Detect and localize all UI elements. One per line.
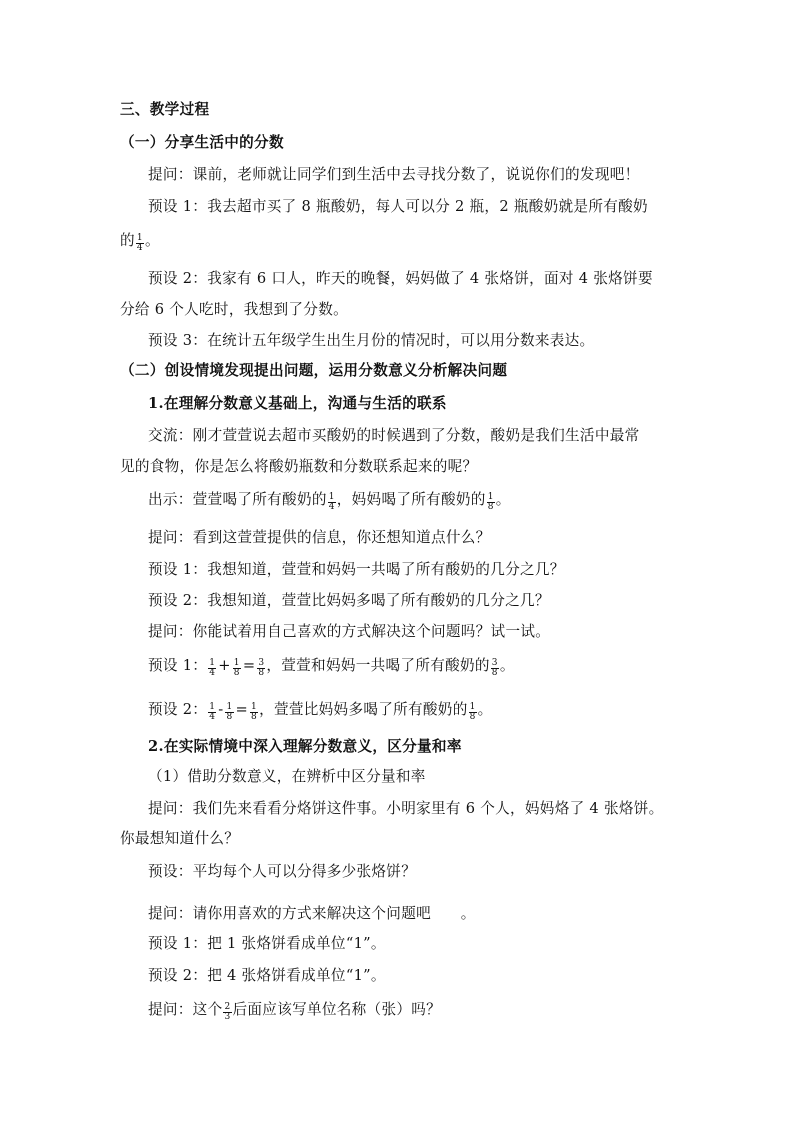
fraction [208,703,216,722]
paragraph: 预设 2：我家有 6 口人，昨天的晚餐，妈妈做了 4 张烙饼，面对 4 张烙饼要 [148,270,653,287]
fraction-denominator: 8 [233,667,240,678]
fraction-denominator: 8 [491,667,498,678]
fraction [225,703,233,722]
fraction-numerator: 3 [491,657,498,668]
paragraph: 预设 1：我去超市买了 8 瓶酸奶，每人可以分 2 瓶，2 瓶酸奶就是所有酸奶 [148,198,648,215]
fraction-numerator: 1 [251,701,258,712]
paragraph: 提问：课前，老师就让同学们到生活中去寻找分数了，说说你们的发现吧！ [148,166,640,183]
fraction [250,703,258,722]
fraction [233,659,241,678]
fraction-numerator: 1 [487,491,494,502]
text-run: 预设 2： [148,701,208,718]
text-run: 预设 1： [148,657,208,674]
fraction-numerator: 2 [224,1001,231,1012]
paragraph: 你最想知道什么？ [120,830,240,847]
equals-sign: = [235,701,249,718]
fraction-numerator: 1 [209,701,216,712]
text-run: ，萱萱比妈妈多喝了所有酸奶的 [259,701,468,718]
text-run: 。 [144,232,160,249]
fraction-numerator: 1 [328,491,335,502]
sub-heading: 1.在理解分数意义基础上，沟通与生活的联系 [148,395,447,412]
fraction-numerator: 1 [469,701,476,712]
fraction [257,659,265,678]
paragraph [148,1000,441,1020]
paragraph: 预设 2：我想知道，萱萱比妈妈多喝了所有酸奶的几分之几？ [148,592,550,609]
fraction-denominator: 3 [224,1011,231,1022]
text-run: 提问：这个 [148,1001,223,1018]
paragraph: 预设 1：我想知道，萱萱和妈妈一共喝了所有酸奶的几分之几？ [148,561,565,578]
fraction-numerator: 1 [209,657,216,668]
paragraph: 分给 6 个人吃时，我想到了分数。 [120,301,348,318]
sub-heading: 2.在实际情境中深入理解分数意义，区分量和率 [148,738,462,755]
text-run: ，萱萱和妈妈一共喝了所有酸奶的 [266,657,490,674]
fraction-denominator: 8 [258,667,265,678]
fraction [328,493,336,512]
paragraph: 预设 1：把 1 张烙饼看成单位“1”。 [148,935,386,952]
fraction-numerator: 3 [258,657,265,668]
fraction [491,659,499,678]
text-run: 后面应该写单位名称（张）吗？ [232,1001,442,1018]
fraction-denominator: 8 [226,711,233,722]
text-run: ，妈妈喝了所有酸奶的 [336,491,486,508]
fraction-numerator: 1 [233,657,240,668]
fraction-denominator: 4 [328,501,335,512]
paragraph [148,490,511,510]
paragraph: 预设 3：在统计五年级学生出生月份的情况时，可以用分数来表达。 [148,332,595,349]
paragraph: 预设 2：把 4 张烙饼看成单位“1”。 [148,967,386,984]
paragraph: 见的食物，你是怎么将酸奶瓶数和分数联系起来的呢？ [120,458,478,475]
fraction [469,703,477,722]
subsection-title-2: （二）创设情境发现提出问题，运用分数意义分析解决问题 [120,362,508,379]
fraction-numerator: 1 [226,701,233,712]
paragraph: 提问：请你用喜欢的方式来解决这个问题吧 。 [148,905,476,922]
fraction-denominator: 8 [469,711,476,722]
paragraph: 交流：刚才萱萱说去超市买酸奶的时候遇到了分数，酸奶是我们生活中最常 [148,427,640,444]
plus-sign: + [218,657,231,674]
fraction [223,1003,231,1022]
fraction [208,659,216,678]
paragraph [120,231,160,251]
paragraph [148,656,515,676]
subsection-title-1: （一）分享生活中的分数 [120,134,284,151]
fraction-denominator: 4 [136,242,143,253]
paragraph: （1）借助分数意义，在辨析中区分量和率 [148,768,426,785]
minus-sign: - [218,701,224,718]
text-run: 的 [120,232,135,249]
text-run: 出示：萱萱喝了所有酸奶的 [148,491,327,508]
text-run: 。 [495,491,511,508]
text-run: 。 [499,657,515,674]
fraction-numerator: 1 [136,232,143,243]
paragraph: 预设：平均每个人可以分得多少张烙饼？ [148,863,417,880]
fraction-denominator: 8 [251,711,258,722]
paragraph [148,700,493,720]
text-run: 。 [477,701,493,718]
paragraph: 提问：我们先来看看分烙饼这件事。小明家里有 6 个人，妈妈烙了 4 张烙饼。 [148,800,664,817]
fraction-denominator: 8 [487,501,494,512]
paragraph: 提问：你能试着用自己喜欢的方式解决这个问题吗？试一试。 [148,623,551,640]
paragraph: 提问：看到这萱萱提供的信息，你还想知道点什么？ [148,529,491,546]
fraction-denominator: 4 [209,667,216,678]
section-heading: 三、教学过程 [120,101,210,118]
fraction [487,493,495,512]
fraction [136,234,144,253]
equals-sign: = [242,657,256,674]
fraction-denominator: 4 [209,711,216,722]
